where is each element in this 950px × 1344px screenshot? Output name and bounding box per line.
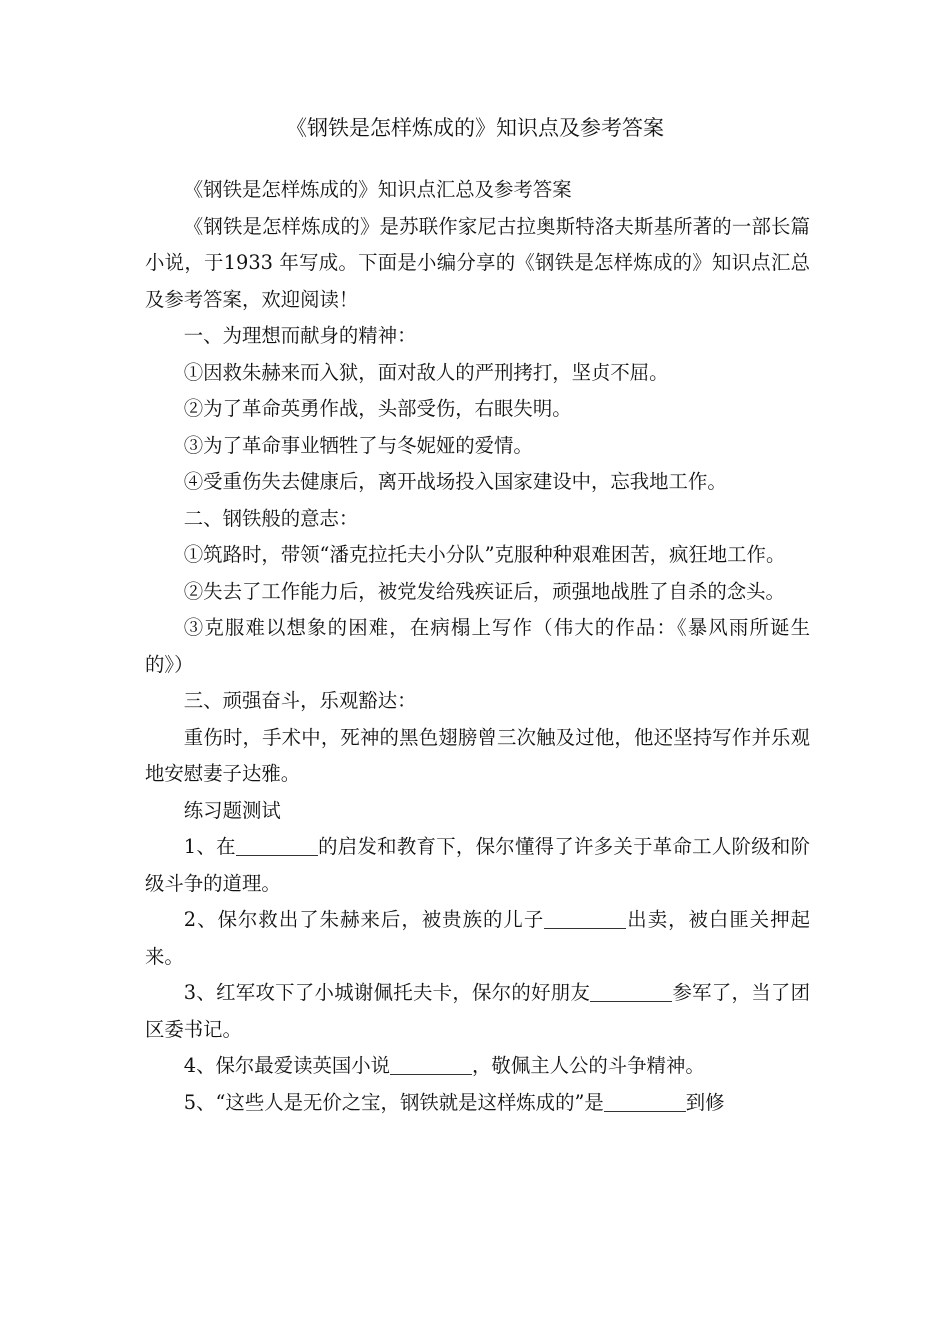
section2-item: ②失去了工作能力后，被党发给残疾证后，顽强地战胜了自杀的念头。 xyxy=(183,579,785,603)
question-text: 1、在 xyxy=(183,835,236,858)
question-2 xyxy=(145,902,810,975)
question-text: ，敬佩主人公的斗争精神。 xyxy=(472,1054,705,1077)
answer-blank xyxy=(390,1054,472,1075)
document-title: 《钢铁是怎样炼成的》知识点及参考答案 xyxy=(286,116,664,140)
section1-item: ①因救朱赫来而入狱，面对敌人的严刑拷打，坚贞不屈。 xyxy=(183,360,669,384)
subtitle-paragraph: 《钢铁是怎样炼成的》知识点汇总及参考答案 xyxy=(183,178,572,201)
section-heading-3: 三、顽强奋斗，乐观豁达： xyxy=(183,689,417,712)
question-1 xyxy=(145,829,810,902)
question-text: 的启发和教育下，保尔懂得了许多关于革命工人阶级和阶级斗争的道理。 xyxy=(145,835,810,895)
question-text: 2、保尔救出了朱赫来后，被贵族的儿子 xyxy=(183,908,545,931)
section-heading-2: 二、钢铁般的意志： xyxy=(183,506,359,530)
question-text: 出卖，被白匪关押起来。 xyxy=(145,908,810,968)
document-body xyxy=(145,172,810,1121)
exercise-heading: 练习题测试 xyxy=(183,798,281,822)
question-3 xyxy=(145,975,810,1048)
question-text: 到修 xyxy=(685,1090,725,1114)
section2-item: ③克服难以想象的困难，在病榻上写作（伟大的作品：《暴风雨所诞生的》） xyxy=(145,616,810,676)
section1-item: ③为了革命事业牺牲了与冬妮娅的爱情。 xyxy=(183,433,533,457)
answer-blank xyxy=(590,981,672,1002)
section-heading-1: 一、为理想而献身的精神： xyxy=(183,324,417,347)
question-5 xyxy=(145,1085,810,1122)
answer-blank xyxy=(604,1091,686,1112)
answer-blank xyxy=(544,908,626,929)
question-text: 5、“这些人是无价之宝，钢铁就是这样炼成的”是 xyxy=(183,1090,604,1114)
section1-item: ②为了革命英勇作战，头部受伤，右眼失明。 xyxy=(183,397,572,420)
question-4 xyxy=(145,1048,810,1085)
answer-blank xyxy=(236,835,318,856)
question-text: 4、保尔最爱读英国小说 xyxy=(183,1054,391,1077)
section2-item: ①筑路时，带领“潘克拉托夫小分队”克服种种艰难困苦，疯狂地工作。 xyxy=(183,543,786,566)
question-text: 3、红军攻下了小城谢佩托夫卡，保尔的好朋友 xyxy=(183,981,591,1004)
question-text: 参军了，当了团区委书记。 xyxy=(145,981,810,1041)
section3-paragraph: 重伤时，手术中，死神的黑色翅膀曾三次触及过他，他还坚持写作并乐观地安慰妻子达雅。 xyxy=(145,725,810,785)
section1-item: ④受重伤失去健康后，离开战场投入国家建设中，忘我地工作。 xyxy=(183,470,727,493)
intro-paragraph: 《钢铁是怎样炼成的》是苏联作家尼古拉奥斯特洛夫斯基所著的一部长篇小说，于1933 年写成。下面是小编分享的《钢铁是怎样炼成的》知识点汇总及参考答案，欢迎阅读！ xyxy=(145,214,810,311)
